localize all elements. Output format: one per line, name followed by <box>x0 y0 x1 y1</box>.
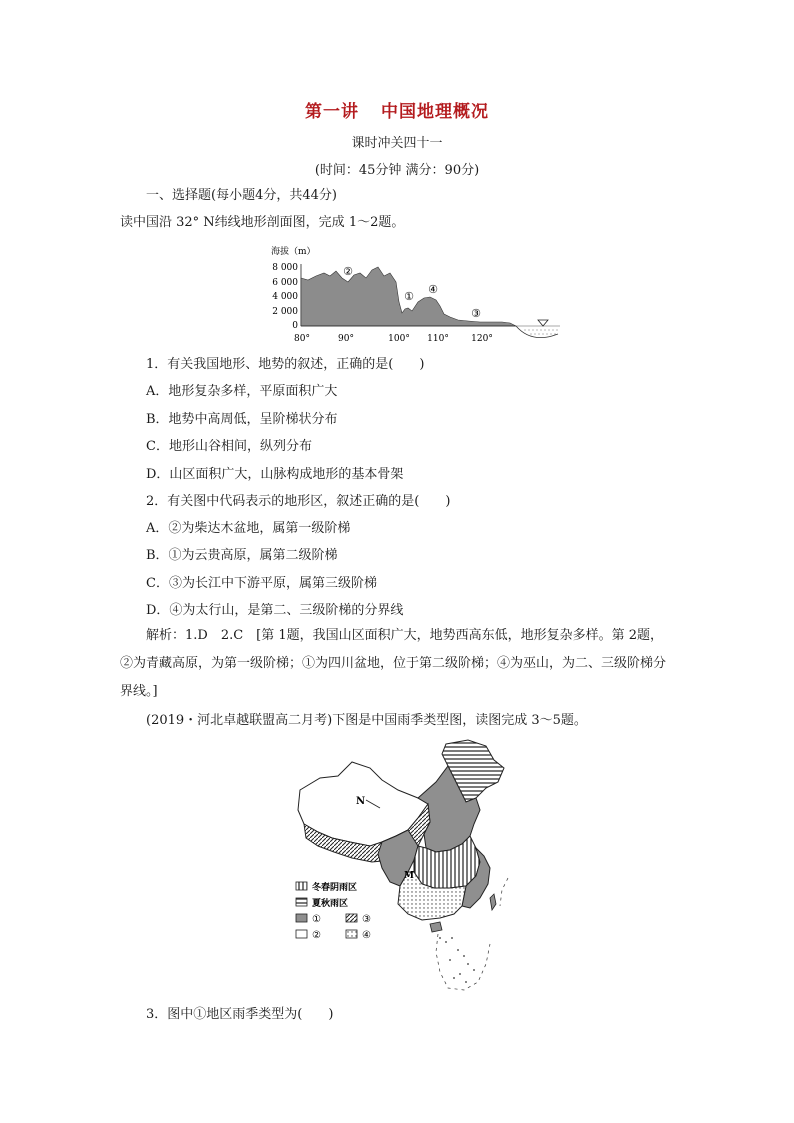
legend-label-2: ② <box>312 930 321 941</box>
legend-swatch-winter-spring <box>296 882 307 890</box>
profile-marker-2: ② <box>343 265 353 278</box>
sea-level-marker-icon <box>538 320 548 326</box>
question-2-stem: 2．有关图中代码表示的地形区，叙述正确的是( ) <box>146 494 451 509</box>
legend-label-3: ③ <box>362 914 371 925</box>
taiwan-island <box>490 894 496 910</box>
profile-marker-1: ① <box>404 290 414 303</box>
time-info: (时间：45分钟 满分：90分) <box>314 163 480 178</box>
east-boundary-line <box>500 878 508 906</box>
question-1-option-c: C．地形山谷相间，纵列分布 <box>146 439 312 454</box>
question-2-option-d: D．④为太行山，是第二、三级阶梯的分界线 <box>146 603 404 618</box>
profile-ylabel: 海拔（m） <box>271 247 316 257</box>
profile-y-tick: 0 <box>292 321 298 331</box>
page-title <box>0 97 794 122</box>
map-legend <box>296 881 371 941</box>
question-1-option-d: D．山区面积广大，山脉构成地形的基本骨架 <box>146 467 404 482</box>
legend-label-1: ① <box>312 914 321 925</box>
profile-y-tick: 8 000 <box>272 263 298 273</box>
question-1-stem: 1．有关我国地形、地势的叙述，正确的是( ) <box>146 357 425 372</box>
profile-y-tick: 4 000 <box>272 292 298 302</box>
profile-x-tick: 90° <box>338 334 354 344</box>
hainan-island <box>430 922 442 932</box>
question-2-option-c: C．③为长江中下游平原，属第三级阶梯 <box>146 576 377 591</box>
profile-y-tick: 2 000 <box>272 307 298 317</box>
section-intro: 读中国沿 32° N纬线地形剖面图，完成 1～2题。 <box>120 215 405 230</box>
question-2-option-a: A．②为柴达木盆地，属第一级阶梯 <box>146 521 351 536</box>
legend-swatch-summer-autumn <box>296 898 307 906</box>
subtitle: 课时冲关四十一 <box>351 136 443 151</box>
answer-analysis: 解析：1.D 2.C [第 1题，我国山区面积广大，地势西高东低，地形复杂多样。第 2题，②为青藏高原，为第一级阶梯；①为四川盆地，位于第二级阶梯；④为巫山，为二、三级阶梯分界线。] <box>120 628 667 699</box>
profile-marker-4: ④ <box>428 283 438 296</box>
question-1-option-b: B．地势中高周低，呈阶梯状分布 <box>146 412 338 427</box>
terrain-profile-chart <box>268 240 568 345</box>
legend-swatch-2 <box>296 930 307 938</box>
legend-swatch-3 <box>346 914 357 922</box>
question-3-stem: 3．图中①地区雨季类型为( ) <box>146 1007 334 1022</box>
legend-label-4: ④ <box>362 930 371 941</box>
legend-swatch-4 <box>346 930 357 938</box>
profile-y-tick: 6 000 <box>272 278 298 288</box>
sea-boundary-line <box>436 934 490 990</box>
profile-x-tick: 120° <box>471 334 493 344</box>
profile-x-tick: 110° <box>427 334 449 344</box>
south-sea-islands <box>439 937 475 983</box>
map-label-m: M <box>404 871 414 881</box>
legend-label-winter-spring: 冬春阴雨区 <box>312 883 358 893</box>
question-1-option-a: A．地形复杂多样，平原面积广大 <box>146 384 338 399</box>
question-2-option-b: B．①为云贵高原，属第二级阶梯 <box>146 548 338 563</box>
source-intro: (2019・河北卓越联盟高二月考)下图是中国雨季类型图，读图完成 3～5题。 <box>146 713 587 728</box>
legend-swatch-1 <box>296 914 307 922</box>
title-topic: 中国地理概况 <box>381 102 489 122</box>
profile-x-tick: 80° <box>294 334 310 344</box>
map-label-n: N <box>356 796 366 807</box>
section-heading: 一、选择题(每小题4分，共44分) <box>146 188 337 203</box>
profile-x-tick: 100° <box>388 334 410 344</box>
sea-floor <box>516 326 558 338</box>
rainy-season-map <box>290 738 530 996</box>
legend-label-summer-autumn: 夏秋雨区 <box>312 899 349 909</box>
profile-marker-3: ③ <box>471 307 481 320</box>
title-lecture: 第一讲 <box>305 102 359 122</box>
